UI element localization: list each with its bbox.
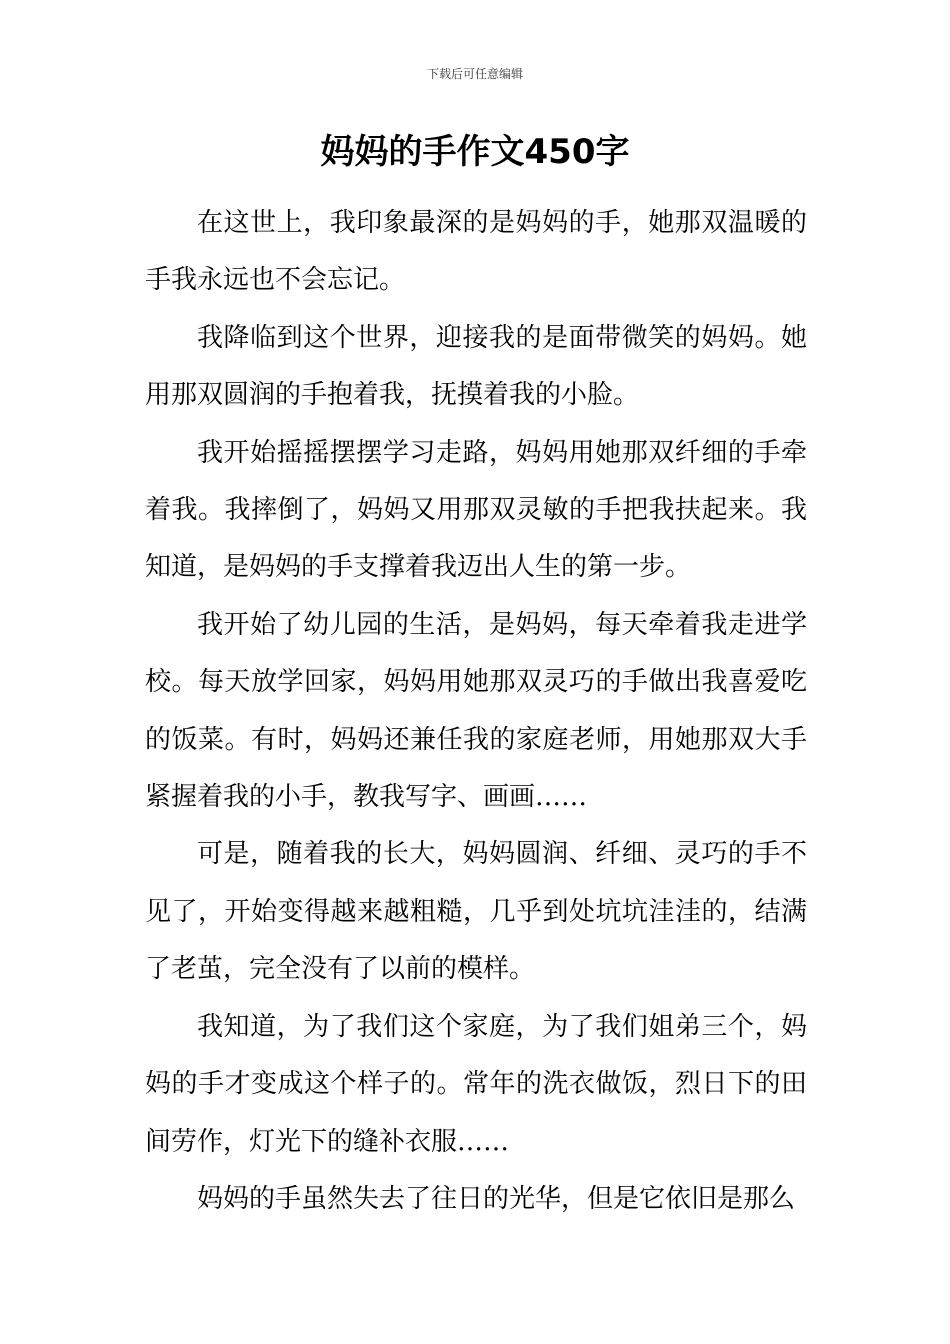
document-body: [145, 195, 807, 1228]
paragraph: 在这世上，我印象最深的是妈妈的手，她那双温暖的手我永远也不会忘记。: [145, 208, 807, 296]
document-title: 妈妈的手作文450字: [320, 132, 630, 172]
paragraph: 妈妈的手虽然失去了往日的光华，但是它依旧是那么: [197, 1183, 796, 1214]
header-note: 下载后可任意编辑: [426, 67, 523, 81]
paragraph: 我开始摇摇摆摆学习走路，妈妈用她那双纤细的手牵着我。我摔倒了，妈妈又用那双灵敏的手把我扶起来。我知道，是妈妈的手支撑着我迈出人生的第一步。: [145, 437, 807, 583]
paragraph: 我降临到这个世界，迎接我的是面带微笑的妈妈。她用那双圆润的手抱着我，抚摸着我的小脸。: [145, 322, 807, 411]
paragraph: 可是，随着我的长大，妈妈圆润、纤细、灵巧的手不见了，开始变得越来越粗糙，几乎到处坑坑洼洼的，结满了老茧，完全没有了以前的模样。: [145, 839, 807, 985]
paragraph: 我开始了幼儿园的生活，是妈妈，每天牵着我走进学校。每天放学回家，妈妈用她那双灵巧的手做出我喜爱吃的饭菜。有时，妈妈还兼任我的家庭老师，用她那双大手紧握着我的小手，教我写字、画画……: [145, 609, 807, 813]
paragraph: 我知道，为了我们这个家庭，为了我们姐弟三个，妈妈的手才变成这个样子的。常年的洗衣做饭，烈日下的田间劳作，灯光下的缝补衣服……: [145, 1011, 807, 1157]
